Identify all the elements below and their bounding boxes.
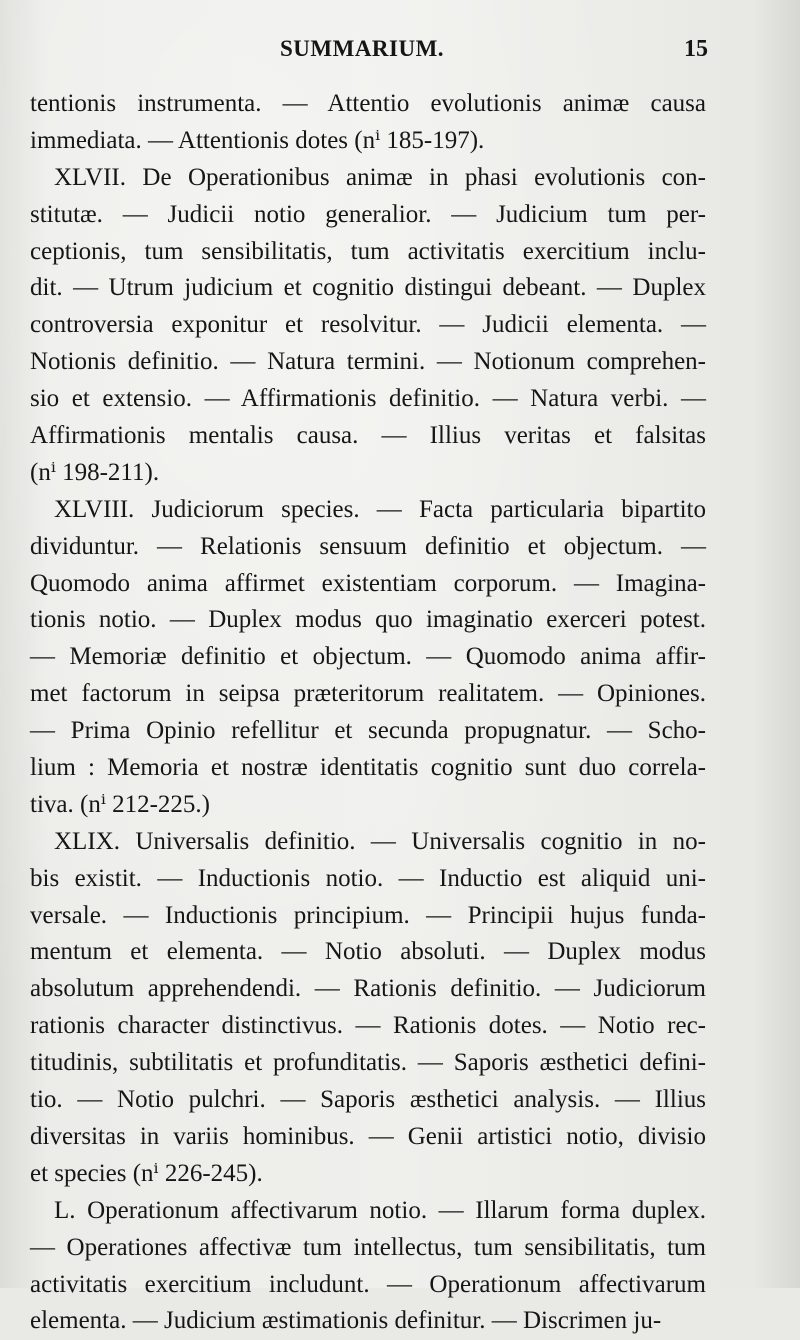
paragraph (30, 492, 706, 824)
text-line: sio et extensio. — Affirmationis definitio. — Natura verbi. — (30, 385, 706, 413)
text-line: met factorum in seipsa præteritorum realitatem. — Opiniones. (30, 680, 706, 708)
text-line: rationis character distinctivus. — Rationis dotes. — Notio rec- (30, 1012, 706, 1040)
running-head (0, 36, 800, 76)
text-line: diversitas in variis hominibus. — Genii artistici notio, divisio (30, 1122, 706, 1150)
text-line: tio. — Notio pulchri. — Saporis æsthetici analysis. — Illius (30, 1086, 706, 1114)
paragraph (30, 86, 706, 160)
paragraph (30, 160, 706, 492)
text-line: (nⁱ 198-211). (30, 458, 160, 486)
text-line: absolutum apprehendendi. — Rationis definitio. — Judiciorum (30, 975, 706, 1003)
text-line: XLVII. De Operationibus animæ in phasi evolutionis con- (54, 163, 706, 191)
paragraph (30, 1193, 706, 1340)
text-line: tiva. (nⁱ 212-225.) (30, 790, 210, 818)
text-line: — Memoriæ definitio et objectum. — Quomodo anima affir- (30, 643, 706, 671)
text-line: dit. — Utrum judicium et cognitio distingui debeant. — Duplex (30, 274, 706, 302)
text-line: stitutæ. — Judicii notio generalior. — Judicium tum per- (30, 200, 706, 228)
text-line: versale. — Inductionis principium. — Principii hujus funda- (30, 901, 706, 929)
text-line: L. Operationum affectivarum notio. — Illarum forma duplex. (54, 1196, 706, 1224)
text-line: bis existit. — Inductionis notio. — Inductio est aliquid uni- (30, 864, 706, 892)
text-line: Quomodo anima affirmet existentiam corporum. — Imagina- (30, 569, 706, 597)
text-line: elementa. — Judicium æstimationis definitur. — Discrimen ju- (30, 1307, 662, 1335)
text-line: et species (nⁱ 226-245). (30, 1159, 263, 1187)
text-line: XLIX. Universalis definitio. — Universalis cognitio in no- (54, 827, 706, 855)
text-line: Notionis definitio. — Natura termini. — Notionum comprehen- (30, 348, 706, 376)
text-line: activitatis exercitium includunt. — Operationum affectivarum (30, 1270, 706, 1298)
paragraph (30, 824, 706, 1193)
text-line: tentionis instrumenta. — Attentio evolutionis animæ causa (30, 90, 706, 117)
text-line: titudinis, subtilitatis et profunditatis. — Saporis æsthetici defini- (30, 1049, 706, 1077)
text-line: — Prima Opinio refellitur et secunda propugnatur. — Scho- (30, 717, 706, 745)
text-line: tionis notio. — Duplex modus quo imaginatio exerceri potest. (30, 606, 706, 634)
text-line: controversia exponitur et resolvitur. — Judicii elementa. — (30, 311, 706, 339)
text-line: mentum et elementa. — Notio absoluti. — Duplex modus (30, 938, 706, 966)
text-line: Affirmationis mentalis causa. — Illius veritas et falsitas (30, 422, 706, 450)
page-number: 15 (684, 36, 708, 62)
text-line: immediata. — Attentionis dotes (nⁱ 185-197). (30, 126, 485, 154)
summary-text (30, 86, 706, 1340)
running-head-title: SUMMARIUM. (280, 36, 445, 61)
text-line: — Operationes affectivæ tum intellectus, tum sensibilitatis, tum (30, 1233, 706, 1261)
text-line: lium : Memoria et nostræ identitatis cognitio sunt duo correla- (30, 754, 706, 782)
text-line: ceptionis, tum sensibilitatis, tum activitatis exercitium inclu- (30, 237, 706, 265)
text-line: dividuntur. — Relationis sensuum definitio et objectum. — (30, 532, 706, 560)
text-line: XLVIII. Judiciorum species. — Facta particularia bipartito (54, 495, 706, 523)
